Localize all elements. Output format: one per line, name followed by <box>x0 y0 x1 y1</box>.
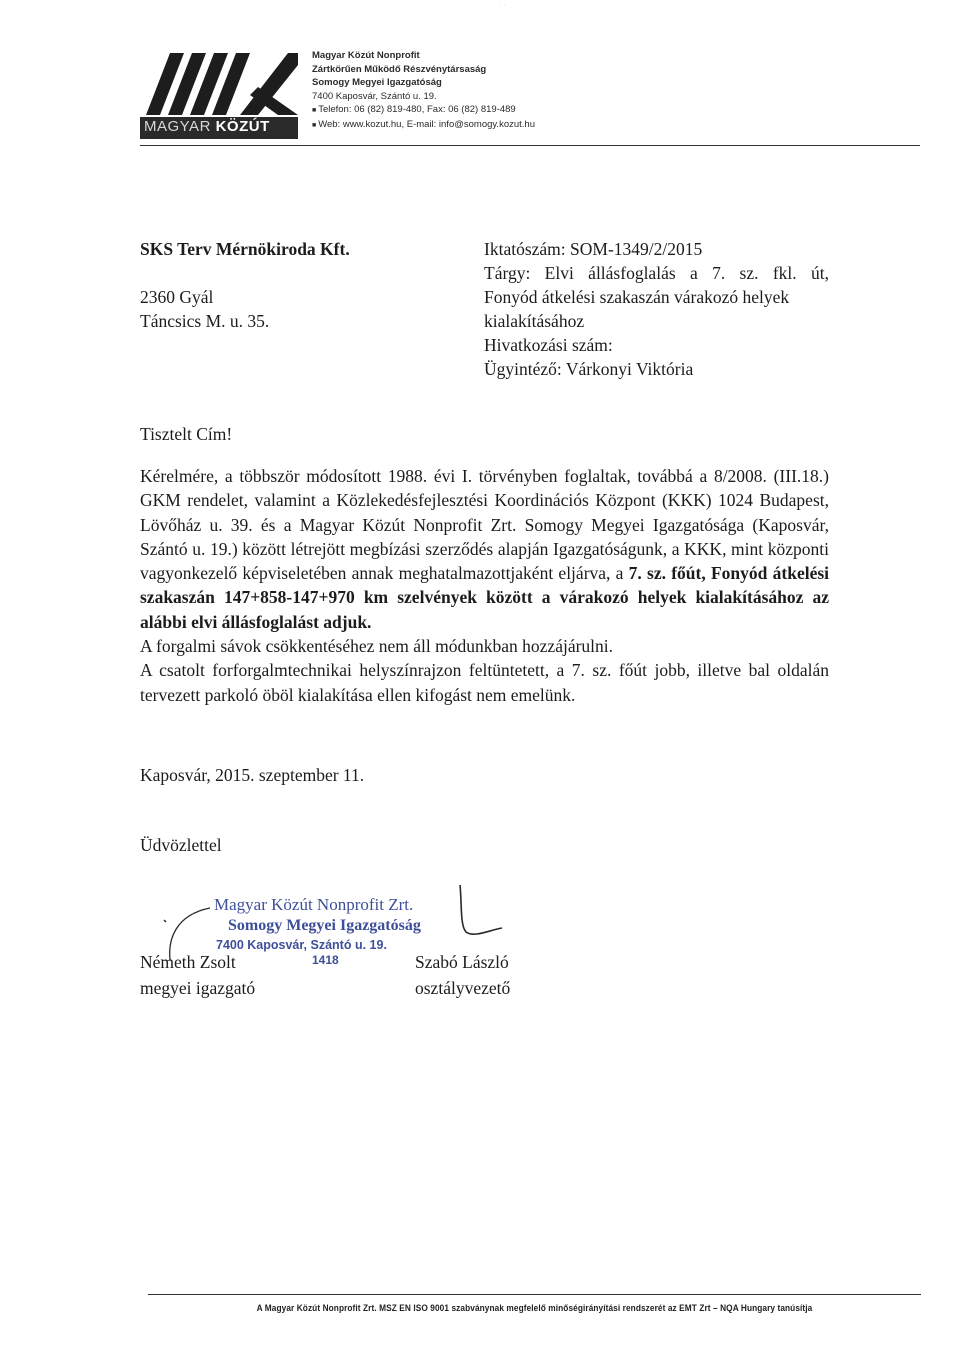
greeting: Tisztelt Cím! <box>140 424 233 444</box>
citation-number: Hivatkozási szám: <box>484 335 613 355</box>
scan-mark-icon: · · <box>498 0 507 10</box>
paragraph-main-text: Kérelmére, a többször módosított 1988. évi I. törvényben foglaltak, továbbá a 8/2008. (III.18.) GKM rendelet, valamint a Közlekedésfejlesztési Koordinációs Központ (KKK) 1024 Budapest, Lövőház u. 39. és a Magyar Közút Nonprofit Zrt. Somogy Megyei Igazgatósága (Kaposvár, Szántó u. 19.) között létrejött megbízási szerződés alapján Igazgatóságunk, a KKK, mint központi vagyonkezelő képviseletében annak meghatalmazottjaként eljárva, a <box>140 466 829 584</box>
org-web: ■ Web: www.kozut.hu, E-mail: info@somogy.kozut.hu <box>312 118 535 133</box>
company-logo <box>140 47 298 139</box>
subject-line-1: Tárgy: Elvi állásfoglalás a 7. sz. fkl. út, <box>484 263 829 283</box>
signer-2 <box>415 949 510 1001</box>
place-date: Kaposvár, 2015. szeptember 11. <box>140 765 365 785</box>
signer-1 <box>140 949 255 1001</box>
recipient-city: 2360 Gyál <box>140 287 214 307</box>
signer-1-name: Németh Zsolt <box>140 952 236 972</box>
org-phone: ■ Telefon: 06 (82) 819-480, Fax: 06 (82) 819-489 <box>312 103 535 118</box>
stamp-line-2: Somogy Megyei Igazgatóság <box>228 917 421 934</box>
subject-line-2: Fonyód átkelési szakaszán várakozó helyek <box>484 287 790 307</box>
header-divider <box>140 145 920 146</box>
footer-divider <box>148 1294 921 1295</box>
administrator: Ügyintéző: Várkonyi Viktória <box>484 359 694 379</box>
org-line-3: Somogy Megyei Igazgatóság <box>312 77 442 88</box>
subject-line-3: kialakításához <box>484 311 585 331</box>
logo-wordmark <box>144 118 294 135</box>
org-address: 7400 Kaposvár, Szántó u. 19. <box>312 90 437 102</box>
letter-meta <box>484 237 829 381</box>
signature-2-icon <box>450 880 520 950</box>
recipient-address <box>140 237 350 333</box>
footer-certification: A Magyar Közút Nonprofit Zrt. MSZ EN ISO 9001 szabványnak megfelelő minőségirányítási rendszerét az EMT Zrt – NQA Hungary tanúsítja <box>256 1303 813 1313</box>
logo-word-magyar: MAGYAR <box>144 118 211 135</box>
closing: Üdvözlettel <box>140 835 222 855</box>
stamp-line-3: 7400 Kaposvár, Szántó u. 19. <box>216 938 387 952</box>
signer-2-name: Szabó László <box>415 952 509 972</box>
letter-body <box>140 464 829 707</box>
paragraph-lanes: A forgalmi sávok csökkentéséhez nem áll módunkban hozzájárulni. <box>140 636 614 657</box>
logo-word-kozut: KÖZÚT <box>215 118 270 135</box>
reference-number: Iktatószám: SOM-1349/2/2015 <box>484 239 703 259</box>
recipient-name: SKS Terv Mérnökiroda Kft. <box>140 239 350 259</box>
signer-1-title: megyei igazgató <box>140 978 256 998</box>
org-line-2: Zártkörűen Működő Részvénytársaság <box>312 63 487 75</box>
paragraph-main <box>140 464 829 634</box>
recipient-street: Táncsics M. u. 35. <box>140 311 270 331</box>
stamp-number: 1418 <box>312 953 339 967</box>
signer-2-title: osztályvezető <box>415 978 511 998</box>
org-line-1: Magyar Közút Nonprofit <box>312 50 420 61</box>
paragraph-parking: A csatolt forforgalmtechnikai helyszínrajzon feltüntetett, a 7. sz. főút jobb, illetve bal oldalán tervezett parkoló öböl kialakítása ellen kifogást nem emelünk. <box>140 660 829 705</box>
paragraph-main-bold: 7. sz. főút, Fonyód átkelési szakaszán 147+858-147+970 km szelvények között a várakozó helyek kialakításához az alábbi elvi állásfoglalást adjuk. <box>140 563 830 632</box>
organization-info <box>312 49 535 132</box>
stamp-line-1: Magyar Közút Nonprofit Zrt. <box>214 895 414 914</box>
